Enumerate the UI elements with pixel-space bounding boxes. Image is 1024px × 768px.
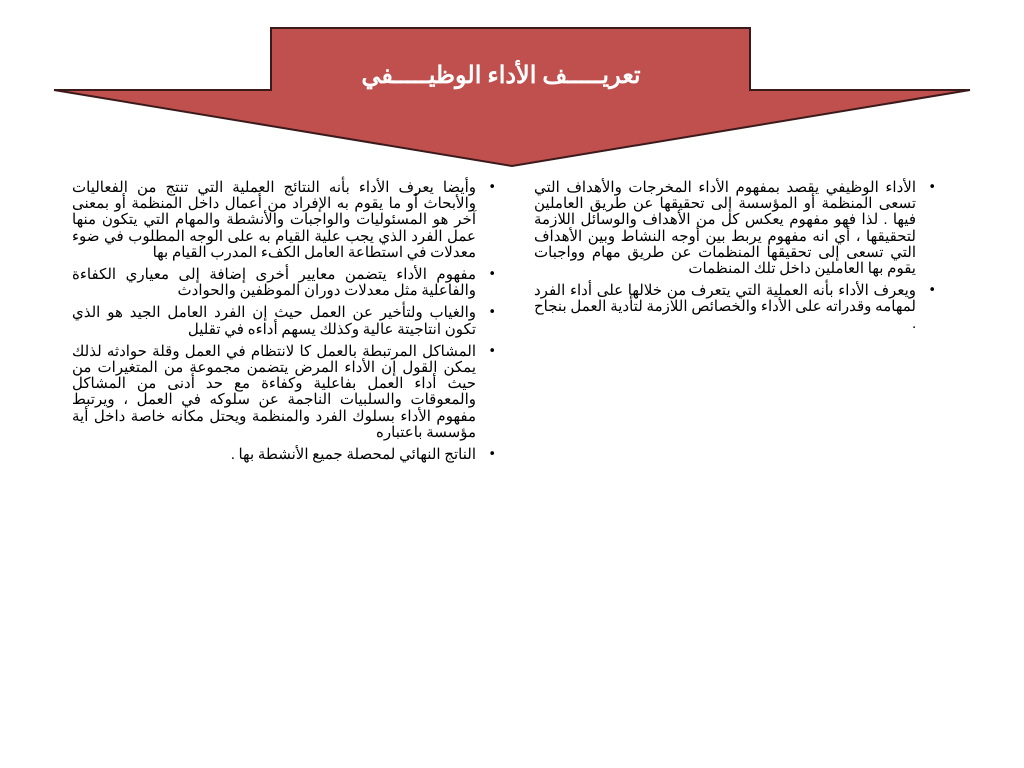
list-item	[534, 283, 936, 332]
bullet-icon: •	[488, 305, 496, 321]
bullet-text: الناتج النهائي لمحصلة جميع الأنشطة بها .	[230, 447, 476, 464]
bullet-icon: •	[488, 343, 496, 359]
right-bullet-list	[534, 180, 936, 338]
list-item	[72, 267, 496, 299]
bullet-text: والغياب ولتأخير عن العمل حيث إن الفرد العامل الجيد هو الذي تكون انتاجيتة عالية وكذلك يسهم أداءه في تقليل	[72, 305, 476, 338]
bullet-icon: •	[488, 267, 496, 283]
bullet-text: وأيضا يعرف الأداء بأنه النتائج العملية التي تنتج من الفعاليات والأبحاث أو ما يقوم به الإفراد من أعمال داخل المنظمة أو بمعنى آخر هو المسئوليات والواجبات والأنشطة والمهام التي يتكون منها عمل الفرد الذي يجب علية القيام به على الوجه المطلوب في ضوء معدلات في استطاعة العامل الكفء المدرب القيام بها	[72, 180, 476, 261]
bullet-icon: •	[488, 447, 496, 463]
bullet-text: مفهوم الأداء يتضمن معايير أخرى إضافة إلى معياري الكفاءة والفاعلية مثل معدلات دوران الموظفين والحوادث	[72, 267, 476, 300]
list-item	[534, 180, 936, 277]
bullet-text: الأداء الوظيفي يقصد بمفهوم الأداء المخرجات والأهداف التي تسعى المنظمة أو المؤسسة إلى تحقيقها عن طريق العاملين فيها . لذا فهو مفهوم يعكس كل من الأهداف والوسائل اللازمة لتحقيقها ، أي انه مفهوم يربط بين أوجه النشاط وبين الأهداف التي تسعى إلى تحقيقها المنظمات عن طريق مهام وواجبات يقوم بها العاملين داخل تلك المنظمات	[534, 180, 916, 278]
bullet-text: ويعرف الأداء بأنه العملية التي يتعرف من خلالها على أداء الفرد لمهامه وقدراته على الأداء والخصائص اللازمة لتأدية العمل بنجاح .	[534, 283, 916, 332]
list-item	[72, 344, 496, 441]
bullet-icon: •	[928, 283, 936, 299]
list-item	[72, 180, 496, 261]
list-item	[72, 305, 496, 337]
slide-title: تعريـــــف الأداء الوظيـــــفي	[361, 63, 641, 89]
bullet-icon: •	[928, 180, 936, 195]
left-bullet-list	[72, 180, 496, 469]
list-item	[72, 447, 496, 463]
bullet-text: المشاكل المرتبطة بالعمل كا لانتظام في العمل وقلة حوادثه لذلك يمكن القول إن الأداء المرض يتضمن مجموعة من المتغيرات من حيث أداء العمل بفاعلية وكفاءة مع حد أدنى من المشاكل والمعوقات والسلبيات الناجمة عن سلوكه في العمل ، ويرتبط مفهوم الأداء بسلوك الفرد والمنظمة ويحتل مكانه خاصة داخل أية مؤسسة باعتباره	[72, 343, 476, 441]
banner-arrow-shape	[54, 28, 970, 166]
bullet-icon: •	[488, 180, 496, 195]
